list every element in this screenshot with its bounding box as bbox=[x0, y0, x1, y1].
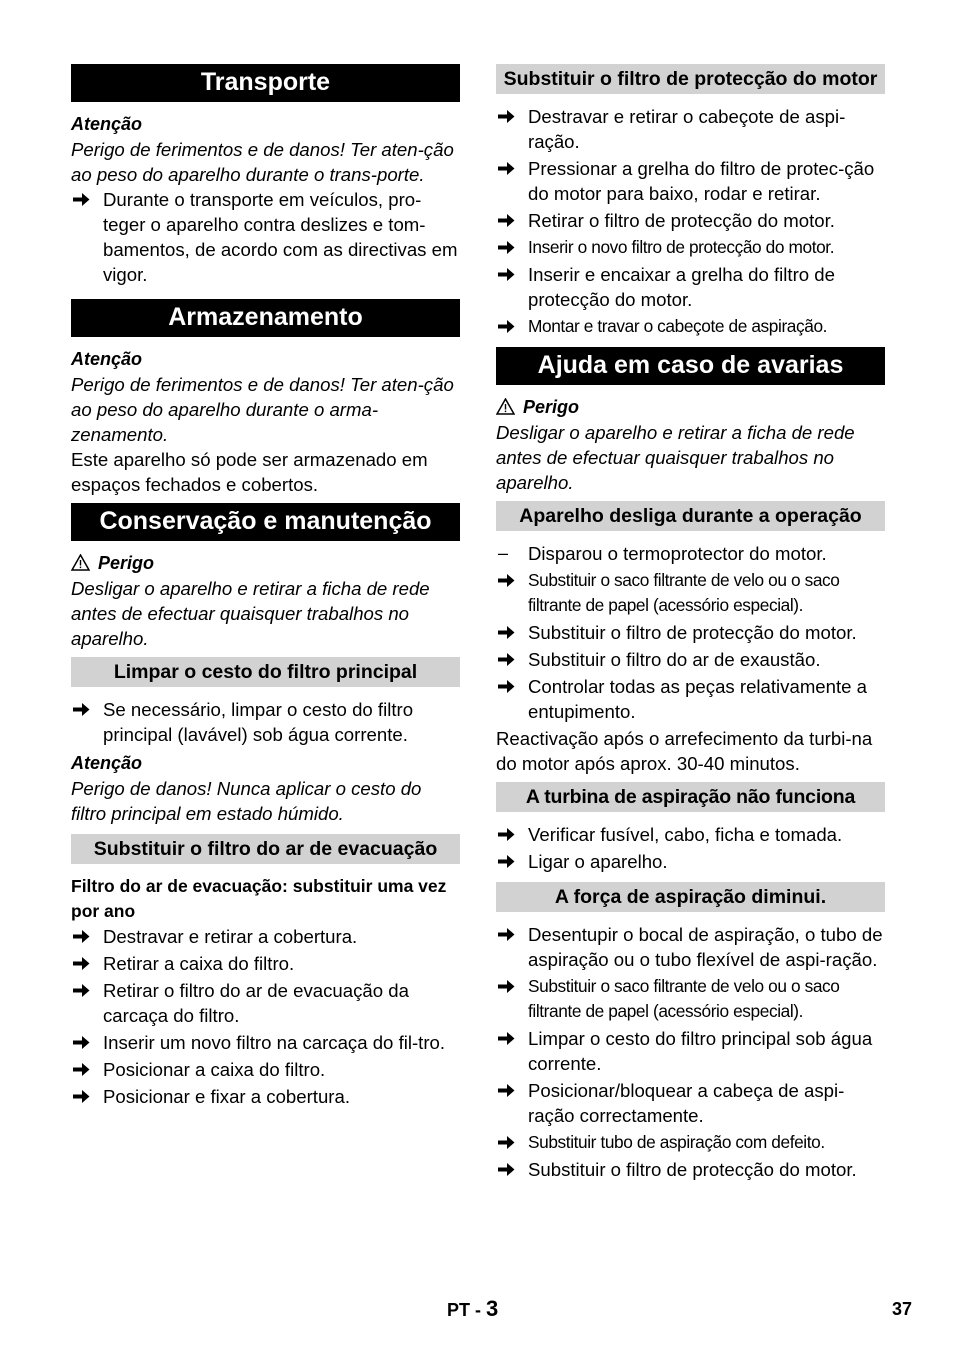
arrow-icon bbox=[73, 697, 95, 717]
note-title: Atenção bbox=[71, 114, 143, 134]
language-page-number: 3 bbox=[486, 1296, 499, 1321]
list-item: Substituir o filtro do ar de exaustão. bbox=[496, 647, 885, 672]
list-item: Pressionar a grelha do filtro de protec-ção do motor para baixo, rodar e retirar. bbox=[496, 156, 885, 206]
arrow-icon bbox=[73, 1084, 95, 1104]
list-item: Inserir um novo filtro na carcaça do fil-tro. bbox=[71, 1030, 460, 1055]
arrow-icon bbox=[498, 1130, 520, 1150]
arrow-icon bbox=[498, 849, 520, 869]
subsection-heading: Limpar o cesto do filtro principal bbox=[71, 657, 460, 687]
subsection-heading: A força de aspiração diminui. bbox=[496, 882, 885, 912]
arrow-icon bbox=[73, 951, 95, 971]
list-item: Substituir o saco filtrante de velo ou o saco filtrante de papel (acessório especial). bbox=[496, 974, 885, 1024]
arrow-icon bbox=[498, 1157, 520, 1177]
section-heading-ajuda: Ajuda em caso de avarias bbox=[496, 347, 885, 385]
list-item: Retirar a caixa do filtro. bbox=[71, 951, 460, 976]
arrow-icon bbox=[498, 974, 520, 994]
list-item: Se necessário, limpar o cesto do filtro principal (lavável) sob água corrente. bbox=[71, 697, 460, 747]
arrow-icon bbox=[498, 674, 520, 694]
danger-title: Perigo bbox=[71, 551, 460, 576]
list-item: – Disparou o termoprotector do motor. bbox=[498, 543, 827, 564]
list-item: Montar e travar o cabeçote de aspiração. bbox=[496, 314, 885, 339]
list-item: Inserir o novo filtro de protecção do motor. bbox=[496, 235, 885, 260]
subsection-heading: Aparelho desliga durante a operação bbox=[496, 501, 885, 531]
section-heading-transporte: Transporte bbox=[71, 64, 460, 102]
arrow-icon bbox=[498, 620, 520, 640]
list-item: Durante o transporte em veículos, pro-teger o aparelho contra deslizes e tom-bamentos, de acordo com as directivas em vigor. bbox=[71, 187, 460, 287]
arrow-icon bbox=[498, 262, 520, 282]
arrow-icon bbox=[498, 208, 520, 228]
language-label: PT - 3 bbox=[447, 1296, 499, 1321]
dash-icon: – bbox=[498, 543, 509, 563]
right-column bbox=[496, 64, 885, 1184]
subsection-heading: A turbina de aspiração não funciona bbox=[496, 782, 885, 812]
page-number: 37 bbox=[891, 1299, 912, 1319]
list-item: Substituir o filtro de protecção do motor. bbox=[496, 620, 885, 645]
arrow-icon bbox=[73, 1057, 95, 1077]
danger-text: Desligar o aparelho e retirar a ficha de rede antes de efectuar quaisquer trabalhos no aparelho. bbox=[496, 422, 855, 493]
arrow-icon bbox=[73, 978, 95, 998]
warning-icon bbox=[71, 553, 98, 573]
list-item: Retirar o filtro do ar de evacuação da carcaça do filtro. bbox=[71, 978, 460, 1028]
list-item: Inserir e encaixar a grelha do filtro de protecção do motor. bbox=[496, 262, 885, 312]
arrow-icon bbox=[498, 314, 520, 334]
paragraph: Reactivação após o arrefecimento da turbi-na do motor após aprox. 30-40 minutos. bbox=[496, 728, 873, 774]
section-heading-armazenamento: Armazenamento bbox=[71, 299, 460, 337]
danger-title: Perigo bbox=[496, 395, 885, 420]
list-item: Substituir o saco filtrante de velo ou o saco filtrante de papel (acessório especial). bbox=[496, 568, 885, 618]
subsection-heading: Substituir o filtro de protecção do motor bbox=[496, 64, 885, 94]
arrow-icon bbox=[73, 924, 95, 944]
list-item: Ligar o aparelho. bbox=[496, 849, 885, 874]
subsection-heading: Substituir o filtro do ar de evacuação bbox=[71, 834, 460, 864]
arrow-icon bbox=[498, 156, 520, 176]
warning-icon bbox=[496, 397, 523, 417]
list-item: Substituir tubo de aspiração com defeito. bbox=[496, 1130, 885, 1155]
arrow-icon bbox=[73, 1030, 95, 1050]
arrow-icon bbox=[498, 1026, 520, 1046]
section-heading-conservacao: Conservação e manutenção bbox=[71, 503, 460, 541]
list-item: Substituir o filtro de protecção do motor. bbox=[496, 1157, 885, 1182]
left-column bbox=[71, 64, 460, 1111]
list-item: Limpar o cesto do filtro principal sob água corrente. bbox=[496, 1026, 885, 1076]
list-item: Verificar fusível, cabo, ficha e tomada. bbox=[496, 822, 885, 847]
list-item: Retirar o filtro de protecção do motor. bbox=[496, 208, 885, 233]
note-title: Atenção bbox=[71, 349, 143, 369]
note-title: Atenção bbox=[71, 753, 143, 773]
arrow-icon bbox=[73, 187, 95, 207]
arrow-icon bbox=[498, 1078, 520, 1098]
note-text: Perigo de danos! Nunca aplicar o cesto do filtro principal em estado húmido. bbox=[71, 778, 422, 824]
list-item: Posicionar e fixar a cobertura. bbox=[71, 1084, 460, 1109]
list-item: Posicionar/bloquear a cabeça de aspi-ração correctamente. bbox=[496, 1078, 885, 1128]
list-item: Destravar e retirar o cabeçote de aspi-ração. bbox=[496, 104, 885, 154]
list-item: Destravar e retirar a cobertura. bbox=[71, 924, 460, 949]
arrow-icon bbox=[498, 922, 520, 942]
arrow-icon bbox=[498, 235, 520, 255]
page-footer bbox=[0, 1296, 954, 1322]
list-item: Controlar todas as peças relativamente a entupimento. bbox=[496, 674, 885, 724]
danger-text: Desligar o aparelho e retirar a ficha de rede antes de efectuar quaisquer trabalhos no aparelho. bbox=[71, 578, 430, 649]
arrow-icon bbox=[498, 104, 520, 124]
paragraph: Este aparelho só pode ser armazenado em espaços fechados e cobertos. bbox=[71, 449, 428, 495]
note-text: Perigo de ferimentos e de danos! Ter aten-ção ao peso do aparelho durante o arma-zenamento. bbox=[71, 374, 454, 445]
bold-paragraph: Filtro do ar de evacuação: substituir uma vez por ano bbox=[71, 876, 447, 921]
list-item: Posicionar a caixa do filtro. bbox=[71, 1057, 460, 1082]
arrow-icon bbox=[498, 647, 520, 667]
arrow-icon bbox=[498, 568, 520, 588]
arrow-icon bbox=[498, 822, 520, 842]
list-item: Desentupir o bocal de aspiração, o tubo de aspiração ou o tubo flexível de aspi-ração. bbox=[496, 922, 885, 972]
note-text: Perigo de ferimentos e de danos! Ter aten-ção ao peso do aparelho durante o trans-porte. bbox=[71, 139, 454, 185]
